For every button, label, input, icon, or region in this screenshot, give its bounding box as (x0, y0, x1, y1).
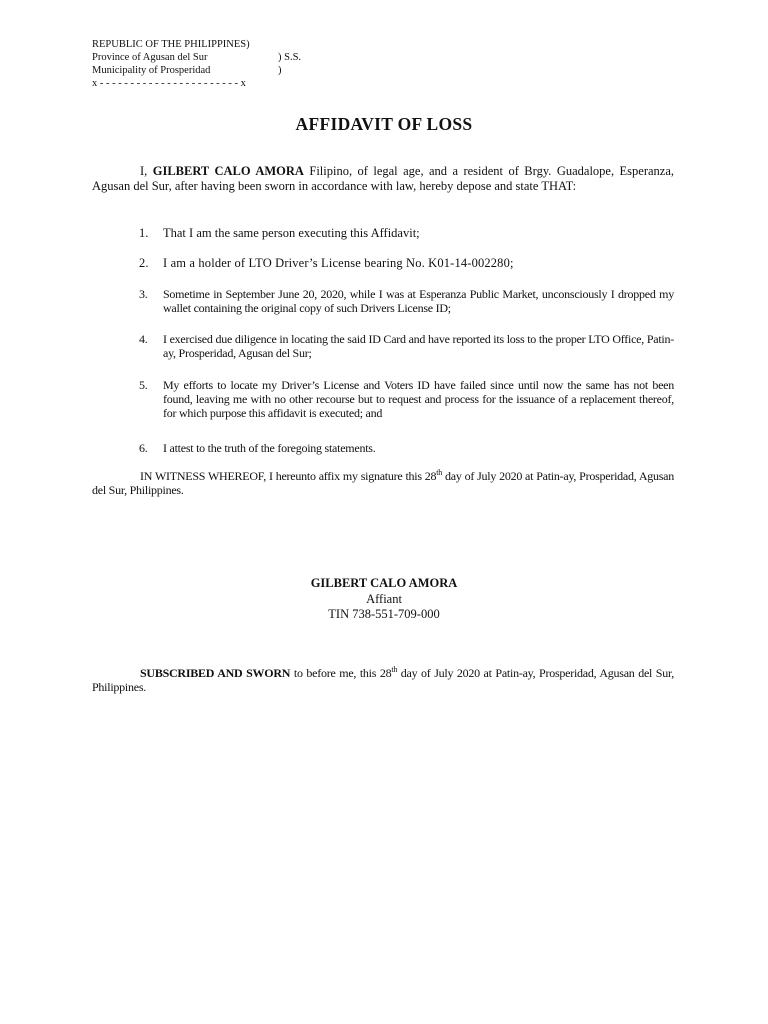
affiant-tin: TIN 738-551-709-000 (328, 607, 440, 621)
item-text: I am a holder of LTO Driver’s License bearing No. K01-14-002280; (163, 256, 514, 270)
intro-paragraph (92, 164, 674, 194)
item-number: 2. (139, 256, 149, 270)
venue-line-republic: REPUBLIC OF THE PHILIPPINES) (92, 39, 250, 50)
venue-line-municipality (92, 64, 282, 77)
affiant-role: Affiant (366, 592, 402, 606)
list-item-1 (139, 226, 674, 241)
witness-text-1: IN WITNESS WHEREOF, I hereunto affix my signature this 28 (140, 469, 437, 483)
province-text: Province of Agusan del Sur (92, 52, 208, 63)
item-text: Sometime in September June 20, 2020, while I was at Esperanza Public Market, unconsciously I dropped my wallet containing the original copy of such Drivers License ID; (163, 287, 674, 315)
item-number: 6. (139, 441, 148, 455)
witness-ordinal-suffix: th (436, 468, 443, 477)
venue-paren: ) (278, 65, 282, 76)
jurat-heading: SUBSCRIBED AND SWORN (140, 666, 291, 680)
item-number: 3. (139, 287, 148, 301)
list-item-2 (139, 256, 674, 271)
intro-prefix: I, (140, 164, 153, 178)
witness-paragraph (92, 469, 674, 497)
item-text: I attest to the truth of the foregoing statements. (163, 441, 376, 455)
list-item-4 (139, 332, 674, 360)
jurat-ordinal-suffix: th (391, 665, 398, 674)
document-title: AFFIDAVIT OF LOSS (295, 114, 473, 134)
list-item-5 (139, 378, 674, 420)
affiant-name: GILBERT CALO AMORA (310, 576, 458, 590)
municipality-text: Municipality of Prosperidad (92, 65, 211, 76)
venue-line-province (92, 51, 302, 64)
jurat-paragraph (92, 666, 674, 694)
list-item-6 (139, 441, 674, 455)
ss-marker: ) S.S. (278, 52, 302, 63)
item-number: 5. (139, 378, 148, 392)
item-text: I exercised due diligence in locating the said ID Card and have reported its loss to the proper LTO Office, Patin-ay, Prosperidad, Agusan del Sur; (163, 332, 674, 360)
venue-block (92, 38, 302, 90)
list-item-3 (139, 287, 674, 315)
item-text: My efforts to locate my Driver’s License and Voters ID have failed since until now the same has not been found, leaving me with no other recourse but to request and process for the issuance of a replacement thereof, for which purpose this affidavit is executed; and (163, 378, 674, 420)
witness-text-2: day of July 2020 at Patin-ay, Prosperidad, Agusan del Sur, Philippines. (92, 469, 674, 497)
item-number: 4. (139, 332, 148, 346)
jurat-text-2: day of July 2020 at Patin-ay, Prosperidad, Agusan del Sur, Philippines. (92, 666, 674, 694)
affiant-name-inline: GILBERT CALO AMORA (152, 164, 304, 178)
intro-text: Filipino, of legal age, and a resident of Brgy. Guadalope, Esperanza, Agusan del Sur, after having been sworn in accordance with law, hereby depose and state THAT: (92, 164, 675, 193)
jurat-text-1: to before me, this 28 (290, 666, 392, 680)
venue-divider: x - - - - - - - - - - - - - - - - - - - - - - - x (92, 78, 246, 89)
item-number: 1. (139, 226, 149, 240)
item-text: That I am the same person executing this Affidavit; (163, 226, 420, 240)
